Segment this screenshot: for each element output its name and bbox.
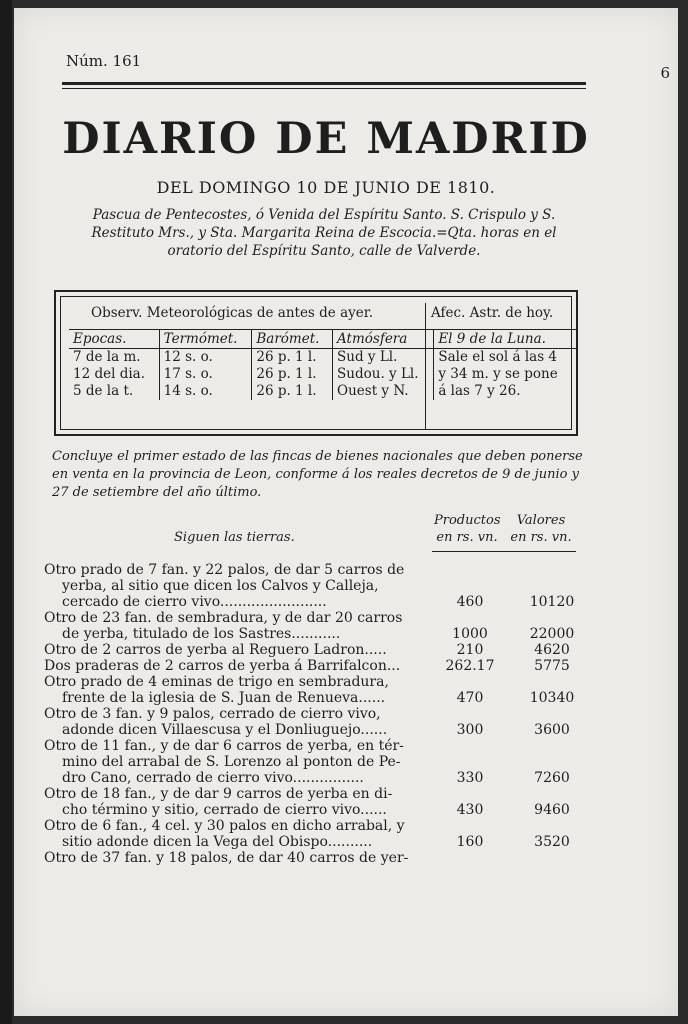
- list-item: [44, 786, 584, 818]
- dateline: DEL DOMINGO 10 DE JUNIO DE 1810.: [156, 178, 496, 197]
- productos-unit: en rs. vn.: [436, 530, 498, 545]
- valores-label: Valores: [516, 513, 566, 528]
- entry-producto: 460: [456, 594, 484, 610]
- list-item: [44, 738, 584, 786]
- entry-line: de yerba, titulado de los Sastres...........: [62, 626, 341, 642]
- list-item: [44, 642, 584, 658]
- list-item: [44, 562, 584, 610]
- entry-description: [44, 706, 434, 738]
- entry-valor: 3600: [534, 722, 570, 738]
- entry-description: [44, 642, 434, 658]
- col-atmosfera: Atmósfera: [333, 330, 434, 349]
- entry-valor: 22000: [529, 626, 575, 642]
- issue-number: Núm. 161: [66, 52, 142, 70]
- table-row: [69, 383, 577, 400]
- valores-unit: en rs. vn.: [510, 530, 572, 545]
- entry-description: [44, 818, 434, 850]
- term-cell: 12 s. o.: [159, 349, 252, 367]
- table-row: [69, 366, 577, 383]
- newspaper-page: [14, 8, 678, 1016]
- entry-description: [44, 850, 434, 866]
- barom-cell: 26 p. 1 l.: [252, 383, 333, 400]
- entry-producto: 160: [456, 834, 484, 850]
- page-edge-shadow: [0, 0, 12, 1024]
- entry-line: Otro de 11 fan., y de dar 6 carros de yerba, en tér-: [44, 738, 404, 754]
- entry-line: cercado de cierro vivo........................: [62, 594, 327, 610]
- entry-valor: 4620: [534, 642, 570, 658]
- entry-line: dro Cano, cerrado de cierro vivo................: [62, 770, 364, 786]
- astro-cell: y 34 m. y se pone: [434, 366, 577, 383]
- table-inner-border: [60, 296, 572, 430]
- term-cell: 14 s. o.: [159, 383, 252, 400]
- entry-line: Otro de 3 fan. y 9 palos, cerrado de cierro vivo,: [44, 706, 381, 722]
- entry-producto: 470: [456, 690, 484, 706]
- land-entries-list: [44, 562, 584, 866]
- notice-paragraph: Concluye el primer estado de las fincas de bienes nacionales que deben ponerse en venta en la provincia de Leon, conforme á los reales decretos de 9 de junio y 27 de setiembre del año último.: [52, 449, 583, 500]
- col-epocas: Epocas.: [69, 330, 159, 349]
- top-rule: [62, 82, 586, 85]
- meteo-grid: [69, 329, 577, 400]
- entry-description: [44, 786, 434, 818]
- entry-line: Otro prado de 7 fan. y 22 palos, de dar 5 carros de: [44, 562, 405, 578]
- astro-cell: á las 7 y 26.: [434, 383, 577, 400]
- epoca-cell: 7 de la m.: [73, 349, 141, 365]
- list-item: [44, 818, 584, 850]
- entry-producto: 1000: [452, 626, 488, 642]
- entry-producto: 430: [456, 802, 484, 818]
- entry-line: Otro de 23 fan. de sembradura, y de dar 20 carros: [44, 610, 403, 626]
- masthead-title: DIARIO DE MADRID: [62, 114, 590, 164]
- entry-description: [44, 658, 434, 674]
- col-valores-header: [508, 512, 574, 546]
- col-barometro: Barómet.: [252, 330, 333, 349]
- entry-line: Otro de 18 fan., y de dar 9 carros de yerba en di-: [44, 786, 393, 802]
- entry-valor: 10120: [529, 594, 575, 610]
- entry-description: [44, 738, 434, 786]
- meteorological-table: [54, 290, 578, 436]
- entry-valor: 5775: [534, 658, 570, 674]
- entry-description: [44, 562, 434, 610]
- productos-label: Productos: [434, 513, 501, 528]
- entry-line: adonde dicen Villaescusa y el Donliuguejo......: [62, 722, 388, 738]
- term-cell: 17 s. o.: [159, 366, 252, 383]
- entry-line: Otro de 2 carros de yerba al Reguero Ladron.....: [44, 642, 387, 658]
- barom-cell: 26 p. 1 l.: [252, 349, 333, 367]
- atm-cell: Sud y Ll.: [333, 349, 434, 367]
- entry-producto: 300: [456, 722, 484, 738]
- atm-cell: Sudou. y Ll.: [333, 366, 434, 383]
- entry-line: frente de la iglesia de S. Juan de Renueva......: [62, 690, 386, 706]
- entry-producto: 210: [456, 642, 484, 658]
- entry-line: Dos praderas de 2 carros de yerba á Barrifalcon...: [44, 658, 401, 674]
- col-luna: El 9 de la Luna.: [434, 330, 577, 349]
- entry-line: cho término y sitio, cerrado de cierro vivo......: [62, 802, 387, 818]
- astro-cell: Sale el sol á las 4: [434, 349, 577, 367]
- entry-valor: 7260: [534, 770, 570, 786]
- entry-producto: 262.17: [445, 658, 495, 674]
- barom-cell: 26 p. 1 l.: [252, 366, 333, 383]
- col-termometro: Termómet.: [159, 330, 252, 349]
- astro-heading: Afec. Astr. de hoy.: [431, 305, 554, 321]
- table-row: [69, 349, 577, 367]
- entry-valor: 10340: [529, 690, 575, 706]
- intro-paragraph: Pascua de Pentecostes, ó Venida del Espíritu Santo. S. Crispulo y S. Restituto Mrs., y Sta. Margarita Reina de Escocia.=Qta. horas en el oratorio del Espíritu Santo, calle de Valverde.: [91, 207, 557, 259]
- entry-line: Otro de 37 fan. y 18 palos, de dar 40 carros de yer-: [44, 850, 409, 866]
- list-item: [44, 610, 584, 642]
- page-number: 6: [660, 64, 670, 82]
- epoca-cell: 5 de la t.: [73, 383, 134, 399]
- entry-line: Otro prado de 4 eminas de trigo en sembradura,: [44, 674, 389, 690]
- atm-cell: Ouest y N.: [333, 383, 434, 400]
- epoca-cell: 12 del dia.: [73, 366, 146, 382]
- entry-line: Otro de 6 fan., 4 cel. y 30 palos en dicho arrabal, y: [44, 818, 405, 834]
- col-productos-header: [434, 512, 500, 546]
- list-item: [44, 658, 584, 674]
- list-header-label: Siguen las tierras.: [174, 530, 295, 545]
- entry-line: mino del arrabal de S. Lorenzo al ponton de Pe-: [62, 754, 401, 770]
- entry-line: yerba, al sitio que dicen los Calvos y Calleja,: [62, 578, 379, 594]
- meteo-heading: Observ. Meteorológicas de antes de ayer.: [91, 305, 374, 321]
- list-item: [44, 706, 584, 738]
- entry-producto: 330: [456, 770, 484, 786]
- entry-valor: 9460: [534, 802, 570, 818]
- entry-description: [44, 674, 434, 706]
- entry-description: [44, 610, 434, 642]
- entry-line: sitio adonde dicen la Vega del Obispo..........: [62, 834, 373, 850]
- entry-valor: 3520: [534, 834, 570, 850]
- list-item: [44, 674, 584, 706]
- column-header-rule: [432, 551, 576, 552]
- list-item: [44, 850, 584, 866]
- top-rule-thin: [62, 88, 586, 89]
